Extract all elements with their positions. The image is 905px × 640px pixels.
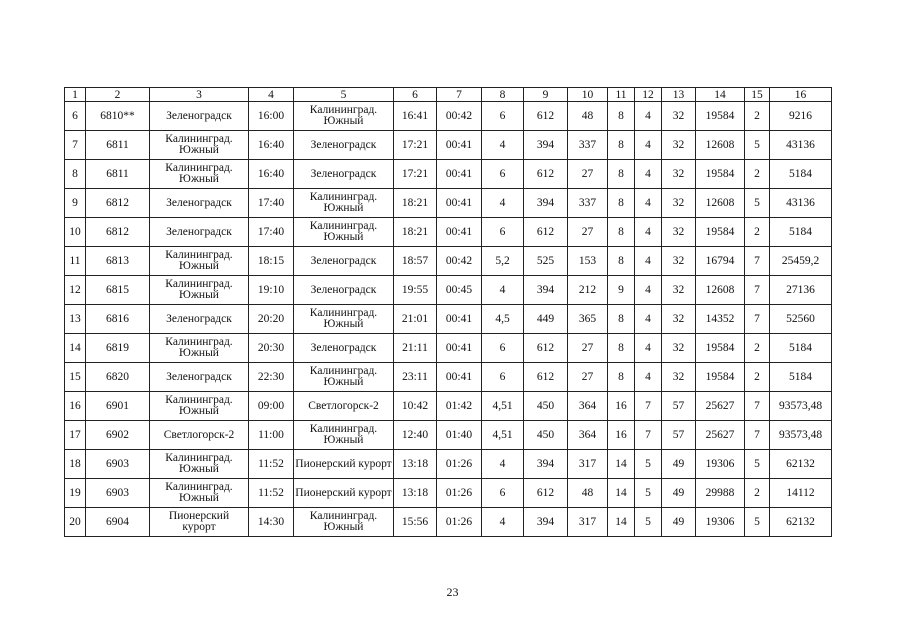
table-cell: 62132 [770, 450, 832, 479]
table-cell: 7 [745, 305, 770, 334]
table-cell: 364 [568, 421, 608, 450]
table-cell: 13 [65, 305, 86, 334]
table-cell: 364 [568, 392, 608, 421]
table-cell: Калининград. Южный [150, 450, 249, 479]
table-cell: 16:41 [394, 102, 437, 131]
table-cell: 11:52 [249, 450, 294, 479]
table-cell: 49 [662, 508, 696, 537]
page-number: 23 [446, 585, 459, 599]
table-cell: 365 [568, 305, 608, 334]
table-cell: 5,2 [482, 247, 524, 276]
table-cell: 612 [524, 334, 568, 363]
table-cell: 6 [482, 479, 524, 508]
table-cell: 7 [745, 392, 770, 421]
table-cell: 00:41 [437, 218, 482, 247]
table-cell: 14352 [696, 305, 745, 334]
table-cell: 19 [65, 479, 86, 508]
table-cell: 8 [608, 247, 635, 276]
table-cell: 4 [635, 131, 662, 160]
column-header: 1 [65, 88, 86, 102]
table-cell: 2 [745, 218, 770, 247]
table-cell: Зеленоградск [150, 363, 249, 392]
table-cell: 4 [482, 450, 524, 479]
table-cell: 57 [662, 392, 696, 421]
table-cell: 450 [524, 421, 568, 450]
table-cell: 15 [65, 363, 86, 392]
table-cell: 25459,2 [770, 247, 832, 276]
table-cell: 6 [482, 218, 524, 247]
table-cell: 27 [568, 160, 608, 189]
table-cell: 27136 [770, 276, 832, 305]
table-cell: 48 [568, 102, 608, 131]
table-cell: Светлогорск-2 [150, 421, 249, 450]
table-cell: 525 [524, 247, 568, 276]
table-cell: 4 [635, 276, 662, 305]
table-cell: 6 [482, 363, 524, 392]
table-cell: 43136 [770, 189, 832, 218]
table-cell: 01:26 [437, 508, 482, 537]
table-cell: 17:40 [249, 189, 294, 218]
table-cell: 27 [568, 218, 608, 247]
table-cell: 5 [745, 450, 770, 479]
table-cell: 19:55 [394, 276, 437, 305]
table-cell: 153 [568, 247, 608, 276]
table-cell: 6 [65, 102, 86, 131]
table-cell: 212 [568, 276, 608, 305]
table-cell: 8 [608, 305, 635, 334]
table-cell: 2 [745, 479, 770, 508]
column-header: 9 [524, 88, 568, 102]
table-cell: 7 [65, 131, 86, 160]
table-cell: 27 [568, 363, 608, 392]
table-cell: Пионерский курорт [150, 508, 249, 537]
table-cell: Калининград. Южный [150, 334, 249, 363]
table-cell: 00:41 [437, 334, 482, 363]
table-cell: 5 [745, 508, 770, 537]
table-cell: 32 [662, 102, 696, 131]
table-cell: 18:21 [394, 218, 437, 247]
table-cell: 14 [65, 334, 86, 363]
table-cell: 93573,48 [770, 392, 832, 421]
table-cell: 19584 [696, 160, 745, 189]
table-cell: 19584 [696, 218, 745, 247]
table-cell: 01:26 [437, 450, 482, 479]
table-cell: Пионерский курорт [294, 450, 394, 479]
table-cell: 6811 [86, 131, 150, 160]
table-cell: 16:40 [249, 160, 294, 189]
table-cell: 8 [608, 334, 635, 363]
table-row [65, 363, 832, 392]
table-cell: 5184 [770, 160, 832, 189]
table-cell: 4 [635, 160, 662, 189]
table-cell: 4 [635, 247, 662, 276]
table-cell: 14:30 [249, 508, 294, 537]
table-cell: 12608 [696, 131, 745, 160]
table-cell: 00:41 [437, 189, 482, 218]
table-row [65, 305, 832, 334]
table-cell: 14112 [770, 479, 832, 508]
table-cell: 7 [745, 276, 770, 305]
column-header: 6 [394, 88, 437, 102]
table-cell: Зеленоградск [150, 218, 249, 247]
table-cell: Зеленоградск [294, 276, 394, 305]
column-header: 3 [150, 88, 249, 102]
table-row [65, 450, 832, 479]
table-cell: Калининград. Южный [294, 189, 394, 218]
table-cell: 4 [635, 363, 662, 392]
table-cell: Калининград. Южный [294, 421, 394, 450]
table-cell: Калининград. Южный [294, 218, 394, 247]
table-cell: 6812 [86, 218, 150, 247]
table-cell: 32 [662, 131, 696, 160]
table-cell: 6815 [86, 276, 150, 305]
table-cell: 5184 [770, 363, 832, 392]
table-cell: 09:00 [249, 392, 294, 421]
table-cell: 9216 [770, 102, 832, 131]
table-cell: 394 [524, 276, 568, 305]
table-cell: 449 [524, 305, 568, 334]
table-row [65, 392, 832, 421]
table-cell: Калининград. Южный [294, 102, 394, 131]
table-cell: Зеленоградск [150, 102, 249, 131]
table-cell: 19584 [696, 363, 745, 392]
table-cell: 9 [608, 276, 635, 305]
table-cell: 20:30 [249, 334, 294, 363]
table-cell: 6902 [86, 421, 150, 450]
table-cell: 7 [745, 421, 770, 450]
table-cell: 4 [635, 102, 662, 131]
table-cell: 4 [635, 334, 662, 363]
table-cell: Зеленоградск [150, 189, 249, 218]
table-cell: Зеленоградск [294, 334, 394, 363]
table-cell: 22:30 [249, 363, 294, 392]
table-cell: 9 [65, 189, 86, 218]
table-cell: 5184 [770, 334, 832, 363]
table-cell: Калининград. Южный [150, 160, 249, 189]
table-cell: 394 [524, 189, 568, 218]
table-cell: 7 [745, 247, 770, 276]
table-cell: 17:21 [394, 131, 437, 160]
table-cell: 5 [635, 450, 662, 479]
table-cell: 32 [662, 160, 696, 189]
table-cell: 5184 [770, 218, 832, 247]
table-cell: Калининград. Южный [294, 363, 394, 392]
table-cell: 00:41 [437, 131, 482, 160]
table-cell: 16 [608, 421, 635, 450]
table-row [65, 479, 832, 508]
table-cell: 6 [482, 160, 524, 189]
table-cell: 2 [745, 160, 770, 189]
table-row [65, 160, 832, 189]
table-cell: 11:52 [249, 479, 294, 508]
table-cell: 6816 [86, 305, 150, 334]
table-cell: 18:57 [394, 247, 437, 276]
table-cell: 20 [65, 508, 86, 537]
table-row [65, 247, 832, 276]
table-cell: 6819 [86, 334, 150, 363]
table-cell: 8 [65, 160, 86, 189]
table-cell: 19306 [696, 450, 745, 479]
table-cell: 8 [608, 218, 635, 247]
table-row [65, 189, 832, 218]
table-row [65, 131, 832, 160]
column-header: 11 [608, 88, 635, 102]
table-cell: 12608 [696, 189, 745, 218]
table-cell: 27 [568, 334, 608, 363]
table-cell: 612 [524, 102, 568, 131]
table-cell: 612 [524, 479, 568, 508]
table-cell: 49 [662, 450, 696, 479]
table-cell: 32 [662, 305, 696, 334]
column-header: 2 [86, 88, 150, 102]
table-cell: 612 [524, 160, 568, 189]
column-header: 5 [294, 88, 394, 102]
table-cell: 18:21 [394, 189, 437, 218]
table-cell: 4 [635, 305, 662, 334]
table-cell: 8 [608, 131, 635, 160]
table-cell: 4,5 [482, 305, 524, 334]
table-cell: 17 [65, 421, 86, 450]
column-header: 14 [696, 88, 745, 102]
column-header: 4 [249, 88, 294, 102]
table-cell: 7 [635, 392, 662, 421]
table-cell: 6 [482, 334, 524, 363]
table-cell: 14 [608, 479, 635, 508]
table-cell: 21:01 [394, 305, 437, 334]
table-cell: 6812 [86, 189, 150, 218]
table-cell: 14 [608, 450, 635, 479]
table-cell: 17:40 [249, 218, 294, 247]
table-cell: 32 [662, 276, 696, 305]
table-cell: 5 [745, 131, 770, 160]
table-cell: 00:42 [437, 247, 482, 276]
table-cell: 29988 [696, 479, 745, 508]
column-header: 12 [635, 88, 662, 102]
table-cell: 25627 [696, 392, 745, 421]
table-cell: Калининград. Южный [150, 131, 249, 160]
table-cell: 337 [568, 189, 608, 218]
table-cell: 18:15 [249, 247, 294, 276]
table-cell: 12:40 [394, 421, 437, 450]
table-cell: 612 [524, 218, 568, 247]
column-header: 15 [745, 88, 770, 102]
table-cell: 4 [482, 189, 524, 218]
table-cell: 394 [524, 131, 568, 160]
table-cell: 6901 [86, 392, 150, 421]
table-cell: 01:42 [437, 392, 482, 421]
table-cell: 19306 [696, 508, 745, 537]
table-cell: 6813 [86, 247, 150, 276]
table-cell: 317 [568, 508, 608, 537]
table-cell: 15:56 [394, 508, 437, 537]
table-cell: 48 [568, 479, 608, 508]
table-row [65, 334, 832, 363]
table-cell: 5 [635, 479, 662, 508]
table-cell: 19:10 [249, 276, 294, 305]
table-cell: 8 [608, 189, 635, 218]
table-cell: 2 [745, 334, 770, 363]
table-cell: 394 [524, 450, 568, 479]
table-cell: 4 [635, 189, 662, 218]
table-cell: 8 [608, 363, 635, 392]
table-cell: 12608 [696, 276, 745, 305]
table-cell: 52560 [770, 305, 832, 334]
table-cell: 32 [662, 334, 696, 363]
table-cell: 43136 [770, 131, 832, 160]
table-cell: Пионерский курорт [294, 479, 394, 508]
table-cell: 4,51 [482, 392, 524, 421]
table-cell: 450 [524, 392, 568, 421]
table-cell: 11 [65, 247, 86, 276]
table-cell: 16 [608, 392, 635, 421]
table-cell: 17:21 [394, 160, 437, 189]
table-cell: 5 [635, 508, 662, 537]
table-cell: 32 [662, 363, 696, 392]
table-cell: 6903 [86, 450, 150, 479]
table-cell: Зеленоградск [294, 131, 394, 160]
table-cell: 4 [482, 276, 524, 305]
column-header: 13 [662, 88, 696, 102]
column-header: 10 [568, 88, 608, 102]
table-row [65, 276, 832, 305]
table-cell: Калининград. Южный [294, 305, 394, 334]
table-cell: 6811 [86, 160, 150, 189]
table-cell: 4 [635, 218, 662, 247]
table-cell: 6820 [86, 363, 150, 392]
table-cell: 5 [745, 189, 770, 218]
table-cell: 62132 [770, 508, 832, 537]
table-cell: 16794 [696, 247, 745, 276]
table-cell: 11:00 [249, 421, 294, 450]
table-cell: 317 [568, 450, 608, 479]
table-cell: 16:00 [249, 102, 294, 131]
table-cell: 13:18 [394, 450, 437, 479]
table-cell: 16:40 [249, 131, 294, 160]
table-cell: Зеленоградск [150, 305, 249, 334]
table-cell: 12 [65, 276, 86, 305]
table-cell: Калининград. Южный [150, 479, 249, 508]
table-row [65, 218, 832, 247]
table-cell: Калининград. Южный [150, 276, 249, 305]
table-cell: 6810** [86, 102, 150, 131]
table-cell: 10:42 [394, 392, 437, 421]
table-cell: Светлогорск-2 [294, 392, 394, 421]
table-cell: 23:11 [394, 363, 437, 392]
table-cell: 32 [662, 189, 696, 218]
table-cell: 612 [524, 363, 568, 392]
table-cell: 19584 [696, 334, 745, 363]
table-header-row [65, 88, 832, 102]
table-cell: 6904 [86, 508, 150, 537]
table-cell: 14 [608, 508, 635, 537]
table-cell: 01:26 [437, 479, 482, 508]
table-cell: 00:42 [437, 102, 482, 131]
table-cell: 25627 [696, 421, 745, 450]
table-cell: 57 [662, 421, 696, 450]
table-cell: 18 [65, 450, 86, 479]
table-cell: 4 [482, 131, 524, 160]
table-cell: 00:41 [437, 305, 482, 334]
table-cell: 20:20 [249, 305, 294, 334]
table-row [65, 102, 832, 131]
table-cell: 6903 [86, 479, 150, 508]
table-cell: Зеленоградск [294, 160, 394, 189]
table-cell: 00:45 [437, 276, 482, 305]
table-row [65, 508, 832, 537]
table-cell: 394 [524, 508, 568, 537]
table-cell: 2 [745, 363, 770, 392]
table-cell: 49 [662, 479, 696, 508]
table-cell: 4,51 [482, 421, 524, 450]
table-cell: 01:40 [437, 421, 482, 450]
table-cell: Зеленоградск [294, 247, 394, 276]
table-cell: 6 [482, 102, 524, 131]
column-header: 16 [770, 88, 832, 102]
table-row [65, 421, 832, 450]
table-cell: 337 [568, 131, 608, 160]
table-cell: Калининград. Южный [294, 508, 394, 537]
table-cell: Калининград. Южный [150, 247, 249, 276]
table-cell: Калининград. Южный [150, 392, 249, 421]
table-cell: 7 [635, 421, 662, 450]
table-cell: 2 [745, 102, 770, 131]
column-header: 8 [482, 88, 524, 102]
table-cell: 13:18 [394, 479, 437, 508]
table-cell: 00:41 [437, 363, 482, 392]
schedule-table [64, 87, 832, 537]
table-cell: 8 [608, 160, 635, 189]
table-cell: 4 [482, 508, 524, 537]
table-cell: 21:11 [394, 334, 437, 363]
table-cell: 8 [608, 102, 635, 131]
table-cell: 32 [662, 247, 696, 276]
column-header: 7 [437, 88, 482, 102]
table-cell: 19584 [696, 102, 745, 131]
table-cell: 10 [65, 218, 86, 247]
table-cell: 16 [65, 392, 86, 421]
table-cell: 32 [662, 218, 696, 247]
table-cell: 93573,48 [770, 421, 832, 450]
table-cell: 00:41 [437, 160, 482, 189]
